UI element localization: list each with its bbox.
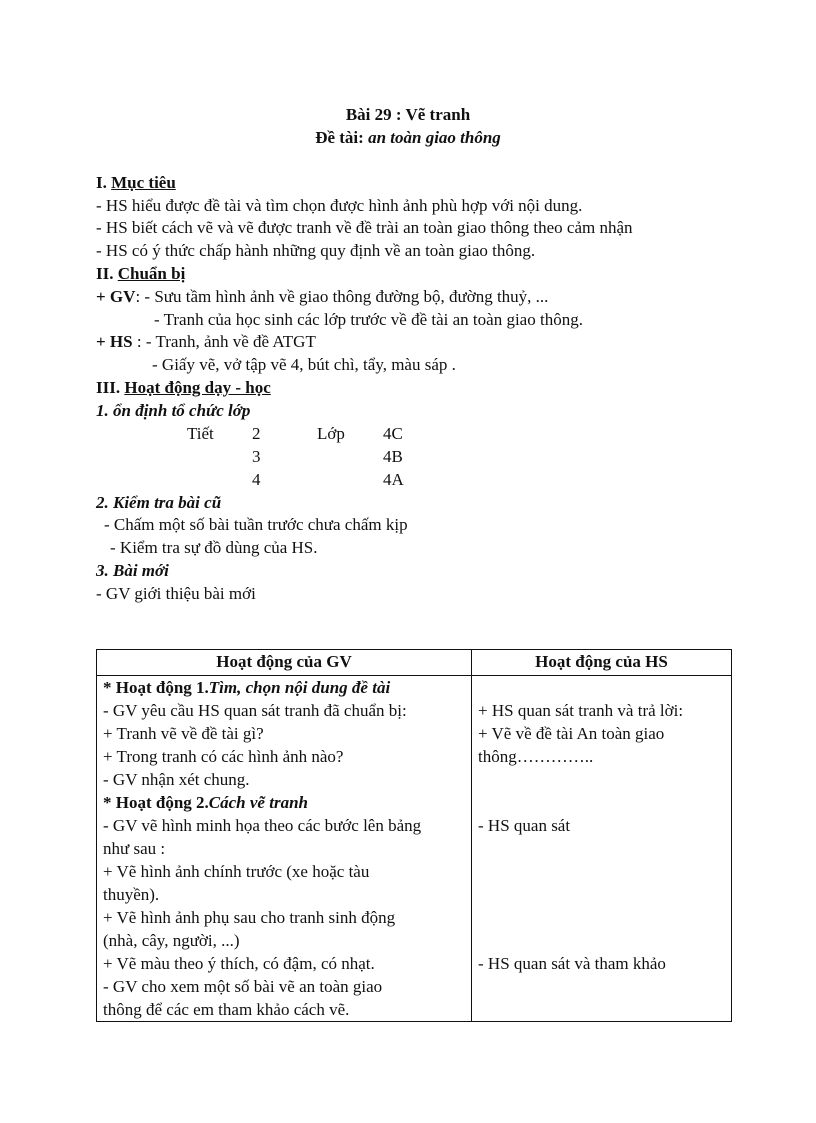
gv-line: + Vẽ hình ảnh chính trước (xe hoặc tàu	[103, 862, 370, 881]
subsection-1-heading: 1. ổn định tổ chức lớp	[96, 401, 251, 420]
gv-line: (nhà, cây, người, ...)	[103, 931, 240, 950]
subsection-2-item: - Chấm một số bài tuần trước chưa chấm kịp	[104, 515, 408, 534]
gv-line: + Vẽ hình ảnh phụ sau cho tranh sinh động	[103, 908, 396, 927]
tiet-label: Tiết	[187, 424, 214, 443]
subsection-3-item: - GV giới thiệu bài mới	[96, 584, 256, 603]
lop-label: Lớp	[317, 424, 345, 443]
page-subtitle	[0, 127, 816, 149]
hs-line: + HS quan sát tranh và trả lời:	[478, 701, 684, 720]
subtitle-prefix: Đề tài:	[315, 128, 369, 147]
subsection-2-item: - Kiểm tra sự đồ dùng của HS.	[110, 538, 318, 557]
gv-activities-cell	[97, 676, 472, 1022]
gv-line: + Vẽ màu theo ý thích, có đậm, có nhạt.	[103, 954, 375, 973]
activity-table	[96, 649, 732, 1022]
lop-value: 4A	[383, 470, 404, 489]
subsection-3-heading: 3. Bài mới	[96, 561, 169, 580]
hs-line: - HS quan sát	[478, 816, 571, 835]
hs-line: - HS quan sát và tham khảo	[478, 954, 666, 973]
gv-line: thông để các em tham khảo cách vẽ.	[103, 1000, 350, 1019]
gv-line: - GV nhận xét chung.	[103, 770, 250, 789]
activity-1-heading: * Hoạt động 1.Tìm, chọn nội dung đề tài	[103, 678, 391, 697]
table-header-row	[97, 650, 732, 676]
section1-heading: I. Mục tiêu	[96, 173, 176, 192]
gv-prep-item: - Tranh của học sinh các lớp trước về đề tài an toàn giao thông.	[154, 310, 583, 329]
tiet-value: 4	[252, 470, 261, 489]
table-row	[97, 676, 732, 1022]
activity-2-heading: * Hoạt động 2.Cách vẽ tranh	[103, 793, 308, 812]
section1-item: - HS hiểu được đề tài và tìm chọn được hình ảnh phù hợp với nội dung.	[96, 196, 583, 215]
gv-line: + Trong tranh có các hình ảnh nào?	[103, 747, 344, 766]
section2-heading: II. Chuẩn bị	[96, 264, 186, 283]
subsection-2-heading: 2. Kiểm tra bài cũ	[96, 493, 222, 512]
hs-label: + HS	[96, 332, 133, 351]
gv-label: + GV	[96, 287, 136, 306]
header-gv: Hoạt động của GV	[97, 650, 472, 676]
tiet-value: 2	[252, 424, 261, 443]
section1-item: - HS biết cách vẽ và vẽ được tranh về đề trài an toàn giao thông theo cảm nhận	[96, 218, 633, 237]
hs-line: + Vẽ về đề tài An toàn giao	[478, 724, 665, 743]
gv-line: thuyền).	[103, 885, 160, 904]
tiet-value: 3	[252, 447, 261, 466]
gv-line: - GV vẽ hình minh họa theo các bước lên bảng	[103, 816, 422, 835]
subtitle-topic: an toàn giao thông	[368, 128, 501, 147]
gv-line: - GV yêu cầu HS quan sát tranh đã chuẩn bị:	[103, 701, 407, 720]
hs-prep-item: - Giấy vẽ, vở tập vẽ 4, bút chì, tẩy, màu sáp .	[152, 355, 456, 374]
gv-line: + Tranh vẽ về đề tài gì?	[103, 724, 264, 743]
hs-line: thông…………..	[478, 747, 594, 766]
page-title: Bài 29 : Vẽ tranh	[345, 105, 471, 124]
section3-heading: III. Hoạt động dạy - học	[96, 378, 271, 397]
gv-line: như sau :	[103, 839, 166, 858]
section1-item: - HS có ý thức chấp hành những quy định về an toàn giao thông.	[96, 241, 536, 260]
lop-value: 4B	[383, 447, 403, 466]
gv-line: - GV cho xem một số bài vẽ an toàn giao	[103, 977, 383, 996]
hs-prep-line: + HS : - Tranh, ảnh về đề ATGT	[96, 332, 316, 351]
hs-activities-cell	[472, 676, 732, 1022]
lop-value: 4C	[383, 424, 403, 443]
header-hs: Hoạt động của HS	[472, 650, 732, 676]
gv-prep-line: + GV: - Sưu tầm hình ảnh về giao thông đường bộ, đường thuỷ, ...	[96, 287, 549, 306]
